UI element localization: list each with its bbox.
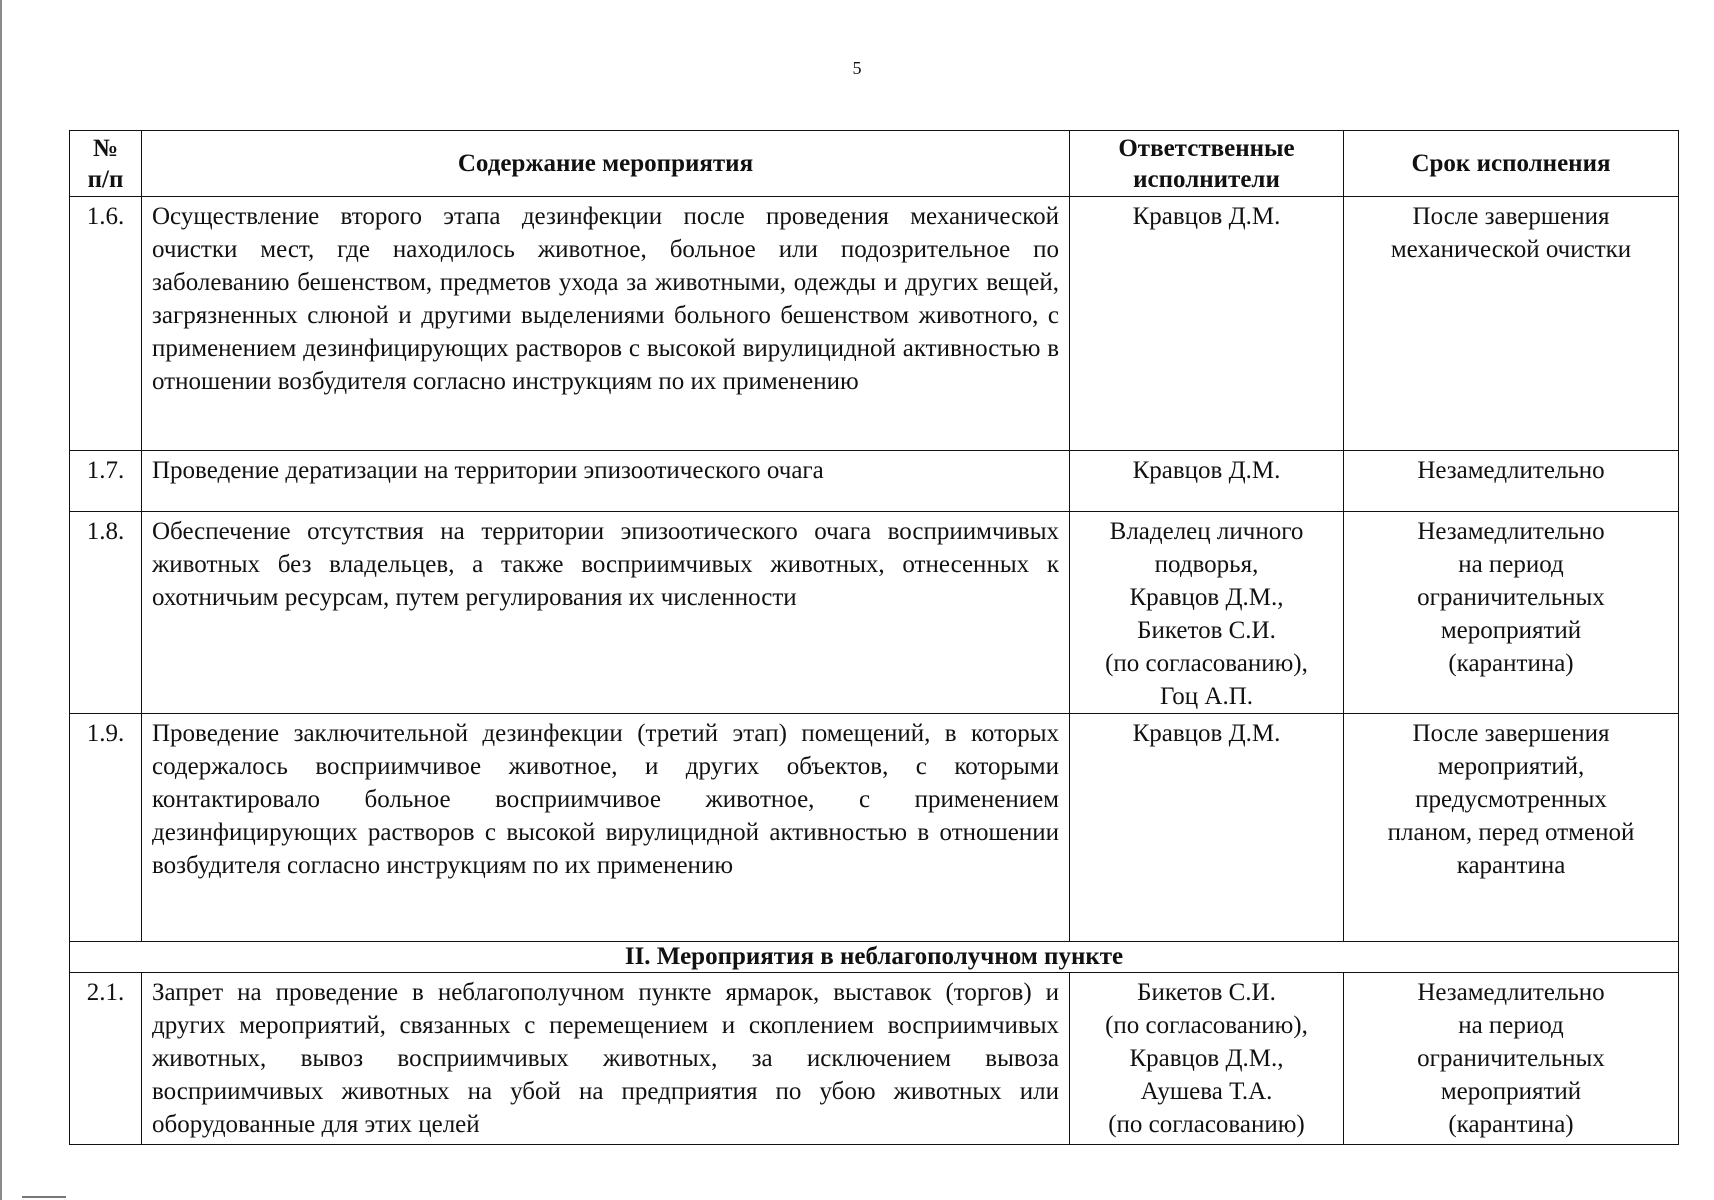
term-line: планом, перед отменой	[1387, 819, 1635, 846]
scan-mark	[22, 1196, 66, 1198]
row-responsible	[1070, 197, 1344, 451]
responsible-line: Аушева Т.А.	[1140, 1078, 1273, 1105]
row-number: 1.7.	[70, 451, 142, 512]
term-line: механической очистки	[1390, 236, 1632, 263]
term-line: (карантина)	[1448, 1111, 1574, 1138]
row-content-text: Проведение заключительной дезинфекции (третий этап) помещений, в которых содержалось восприимчивое животное, и других объектов, с которыми контактировало больное восприимчивое животное, с применением дезинфицирующих растворов с высокой вирулицидной активностью в отношении возбудителя согласно инструкциям по их применению	[152, 720, 1059, 879]
row-content	[142, 451, 1070, 512]
responsible-line: Владелец личного	[1109, 518, 1304, 545]
page-left-edge	[0, 0, 2, 1200]
responsible-line: (по согласованию),	[1105, 1012, 1308, 1039]
row-term	[1344, 973, 1679, 1145]
table-row	[70, 714, 1679, 942]
term-line: мероприятий,	[1437, 753, 1585, 780]
row-responsible	[1070, 973, 1344, 1145]
row-term	[1344, 451, 1679, 512]
term-line: карантина	[1456, 852, 1566, 879]
responsible-line: Кравцов Д.М.,	[1129, 584, 1284, 611]
row-term	[1344, 197, 1679, 451]
row-content	[142, 197, 1070, 451]
term-line: на период	[1458, 551, 1564, 578]
header-term	[1344, 131, 1679, 197]
row-number: 1.9.	[70, 714, 142, 942]
measures-table	[69, 130, 1679, 1145]
section-title: II. Мероприятия в неблагополучном пункте	[70, 942, 1679, 973]
term-line: После завершения	[1412, 203, 1610, 230]
term-line: на период	[1458, 1012, 1564, 1039]
row-responsible	[1070, 714, 1344, 942]
responsible-line: Кравцов Д.М.	[1132, 457, 1281, 484]
row-content	[142, 714, 1070, 942]
header-number-line: п/п	[87, 165, 124, 193]
row-number: 1.8.	[70, 512, 142, 714]
header-responsible-line: Ответственные	[1118, 134, 1295, 162]
term-line: ограничительных	[1417, 1045, 1605, 1072]
row-responsible	[1070, 451, 1344, 512]
responsible-line: (по согласованию)	[1108, 1111, 1305, 1138]
term-line: мероприятий	[1440, 617, 1582, 644]
header-number-line: №	[92, 134, 119, 162]
table-row	[70, 512, 1679, 714]
header-term-label: Срок исполнения	[1411, 150, 1611, 177]
row-content-text: Проведение дератизации на территории эпизоотического очага	[152, 457, 824, 484]
responsible-line: Кравцов Д.М.	[1132, 203, 1281, 230]
header-number	[70, 131, 142, 197]
term-line: Незамедлительно	[1417, 518, 1605, 545]
table-row	[70, 197, 1679, 451]
responsible-line: подворья,	[1154, 551, 1259, 578]
row-number: 2.1.	[70, 973, 142, 1145]
term-line: мероприятий	[1440, 1078, 1582, 1105]
term-line: ограничительных	[1417, 584, 1605, 611]
term-line: (карантина)	[1448, 650, 1574, 677]
responsible-line: (по согласованию),	[1105, 650, 1308, 677]
table-row	[70, 451, 1679, 512]
header-content-label: Содержание мероприятия	[457, 150, 754, 177]
responsible-line: Кравцов Д.М.	[1132, 720, 1281, 747]
header-responsible-line: исполнители	[1133, 165, 1280, 193]
term-line: предусмотренных	[1415, 786, 1607, 813]
row-responsible	[1070, 512, 1344, 714]
header-content	[142, 131, 1070, 197]
term-line: Незамедлительно	[1417, 457, 1605, 484]
row-number: 1.6.	[70, 197, 142, 451]
responsible-line: Гоц А.П.	[1160, 683, 1253, 710]
table-header-row	[70, 131, 1679, 197]
row-term	[1344, 512, 1679, 714]
term-line: Незамедлительно	[1417, 979, 1605, 1006]
section-row	[70, 942, 1679, 973]
header-responsible	[1070, 131, 1344, 197]
row-content	[142, 973, 1070, 1145]
row-content-text: Обеспечение отсутствия на территории эпизоотического очага восприимчивых животных без владельцев, а также восприимчивых животных, отнесенных к охотничьим ресурсам, путем регулирования их численности	[152, 518, 1059, 611]
table-row	[70, 973, 1679, 1145]
responsible-line: Бикетов С.И.	[1137, 979, 1276, 1006]
page-number: 5	[852, 58, 862, 78]
row-term	[1344, 714, 1679, 942]
row-content-text: Осуществление второго этапа дезинфекции после проведения механической очистки мест, где находилось животное, больное или подозрительное по заболеванию бешенством, предметов ухода за животными, одежды и других вещей, загрязненных слюной и другими выделениями больного бешенством животного, с применением дезинфицирующих растворов с высокой вирулицидной активностью в отношении возбудителя согласно инструкциям по их применению	[152, 203, 1059, 395]
responsible-line: Кравцов Д.М.,	[1129, 1045, 1284, 1072]
row-content-text: Запрет на проведение в неблагополучном пункте ярмарок, выставок (торгов) и других мероприятий, связанных с перемещением и скоплением восприимчивых животных, вывоз восприимчивых животных, за исключением вывоза восприимчивых животных на убой на предприятия по убою животных или оборудованные для этих целей	[152, 979, 1059, 1138]
responsible-line: Бикетов С.И.	[1137, 617, 1276, 644]
term-line: После завершения	[1412, 720, 1610, 747]
row-content	[142, 512, 1070, 714]
